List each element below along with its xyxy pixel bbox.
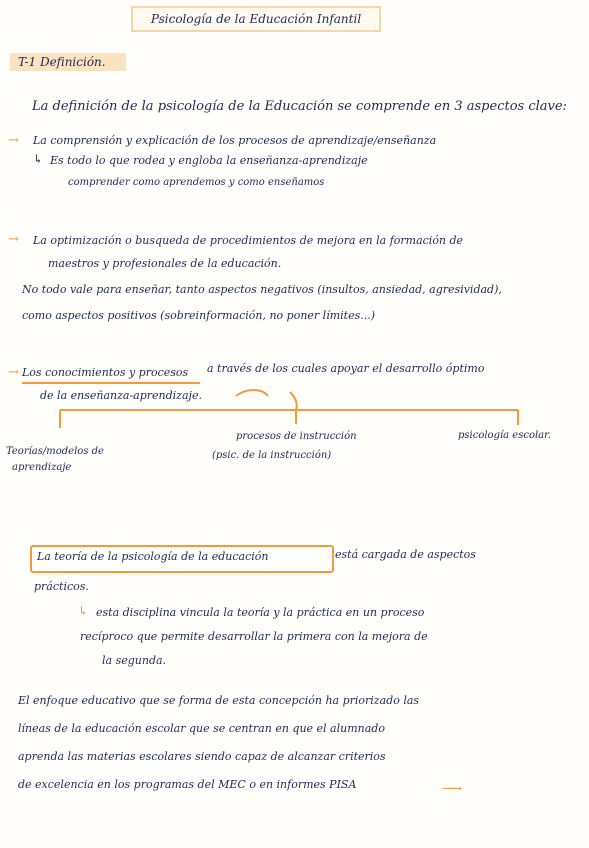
theory-boxed-text: La teoría de la psicología de la educación — [37, 550, 269, 563]
branch-left-line1: Teorías/modelos de — [6, 446, 104, 457]
closing-line1: El enfoque educativo que se forma de esta concepción ha priorizado las — [18, 694, 420, 707]
theory-line3: esta disciplina vincula la teoría y la práctica en un proceso — [96, 606, 425, 619]
arrow-right-icon: → — [8, 133, 19, 148]
hook-arrow-icon: ↳ — [33, 152, 44, 166]
branch-right: psicología escolar. — [458, 430, 552, 441]
aspect2-line4: como aspectos positivos (sobreinformación, no poner límites...) — [22, 309, 376, 322]
aspect1-line1: La comprensión y explicación de los procesos de aprendizaje/enseñanza — [33, 134, 437, 147]
aspect1-line3: comprender como aprendemos y como enseñamos — [68, 177, 325, 188]
theory-rest: está cargada de aspectos — [335, 548, 476, 561]
branch-left-line2: aprendizaje — [12, 462, 72, 473]
aspect1-line2: Es todo lo que rodea y engloba la enseñanza-aprendizaje — [50, 154, 368, 167]
arrow-right-icon: ⟶ — [442, 781, 463, 797]
topic-heading: T-1 Definición. — [18, 55, 106, 69]
aspect2-line3: No todo vale para enseñar, tanto aspectos negativos (insultos, ansiedad, agresividad), — [22, 283, 502, 296]
arrow-right-icon: → — [8, 365, 19, 380]
branch-middle-line1: procesos de instrucción — [236, 431, 357, 442]
arrow-right-icon: → — [8, 232, 19, 247]
aspect2-line1: La optimización o busqueda de procedimientos de mejora en la formación de — [33, 234, 464, 247]
page-title: Psicología de la Educación Infantil — [150, 12, 362, 26]
closing-line3: aprenda las materias escolares siendo capaz de alcanzar criterios — [18, 750, 386, 763]
intro-text: La definición de la psicología de la Educación se comprende en 3 aspectos clave: — [32, 99, 567, 114]
aspect2-line2: maestros y profesionales de la educación. — [48, 257, 282, 270]
closing-line2: líneas de la educación escolar que se centran en que el alumnado — [18, 722, 385, 735]
aspect3-underlined: Los conocimientos y procesos — [22, 366, 189, 379]
aspect3-line2: de la enseñanza-aprendizaje. — [40, 389, 202, 402]
theory-line5: la segunda. — [102, 654, 167, 667]
aspect3-line1-rest: a través de los cuales apoyar el desarrollo óptimo — [207, 362, 485, 375]
theory-line2: prácticos. — [34, 580, 89, 593]
theory-line4: recíproco que permite desarrollar la primera con la mejora de — [80, 630, 428, 643]
closing-line4: de excelencia en los programas del MEC o en informes PISA — [18, 778, 357, 791]
branch-middle-line2: (psic. de la instrucción) — [212, 450, 332, 461]
hook-arrow-icon: ↳ — [78, 604, 89, 618]
